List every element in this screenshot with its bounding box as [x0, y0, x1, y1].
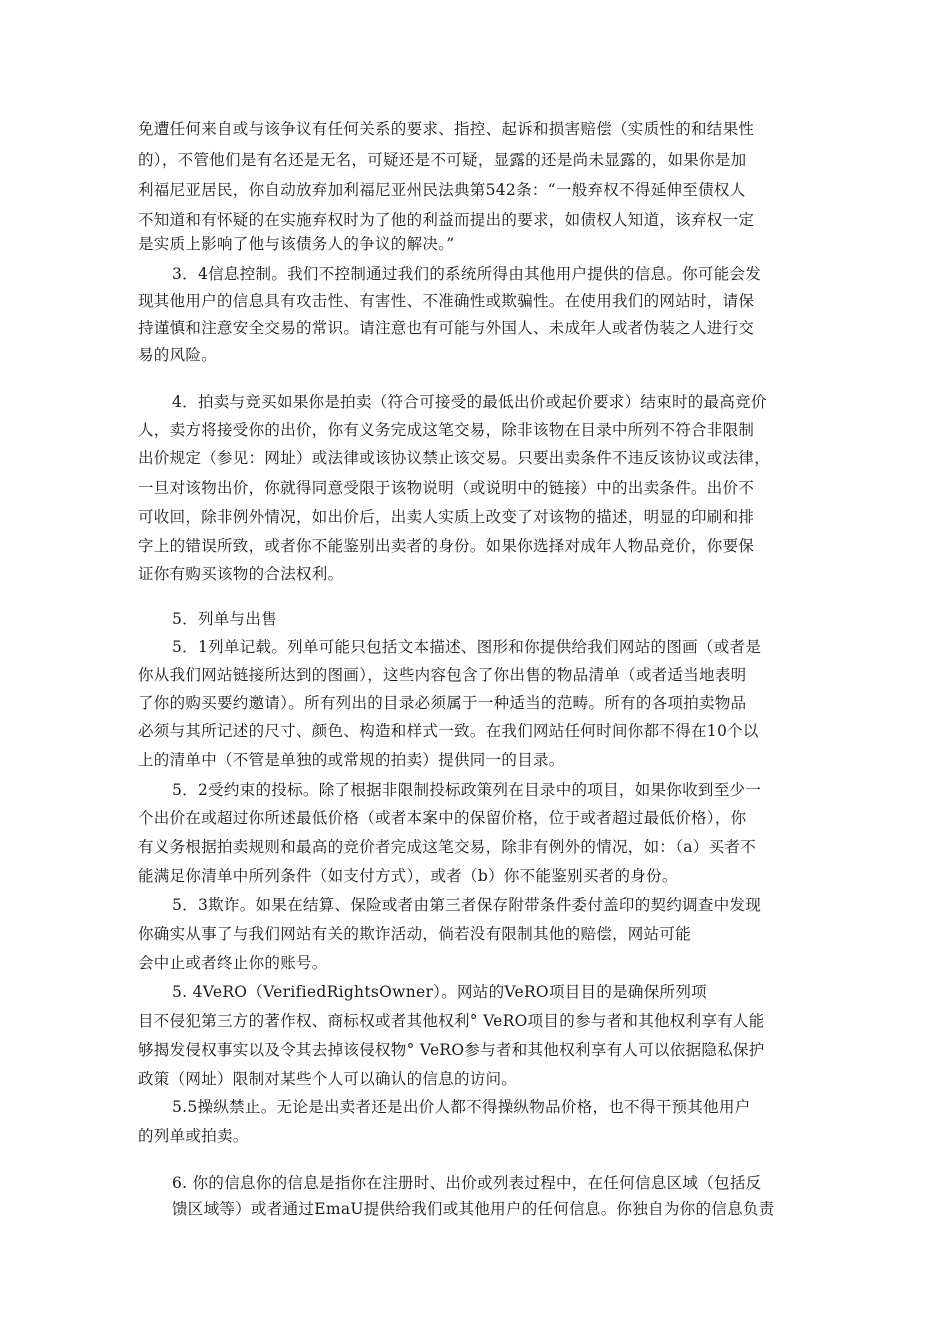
text-line: 你从我们网站链接所达到的图画），这些内容包含了你出售的物品清单（或者适当地表明: [138, 666, 747, 684]
text-line: 一旦对该物出价，你就得同意受限于该物说明（或说明中的链接）中的出卖条件。出价不: [138, 479, 755, 497]
text-line: 你确实从事了与我们网站有关的欺诈活动，倘若没有限制其他的赔偿，网站可能: [138, 925, 692, 943]
text-line: 易的风险。: [138, 346, 218, 364]
text-line: 个出价在或超过你所述最低价格（或者本案中的保留价格，位于或者超过最低价格），你: [138, 809, 747, 827]
text-line: 5．1列单记载。列单可能只包括文本描述、图形和你提供给我们网站的图画（或者是: [172, 638, 762, 656]
section-heading: 5．列单与出售: [172, 610, 277, 628]
text-line: 3．4信息控制。我们不控制通过我们的系统所得由其他用户提供的信息。你可能会发: [172, 265, 762, 283]
text-line: 出价规定（参见：网址）或法律或该协议禁止该交易。只要出卖条件不违反该协议或法律，: [138, 449, 771, 467]
text-line: 有义务根据拍卖规则和最高的竞价者完成这笔交易，除非有例外的情况，如：（a）买者不: [138, 838, 756, 856]
text-line: 上的清单中（不管是单独的或常规的拍卖）提供同一的目录。: [138, 751, 565, 769]
text-line: 的列单或拍卖。: [138, 1127, 249, 1145]
text-line: 政策（网址）限制对某些个人可以确认的信息的访问。: [138, 1070, 518, 1088]
text-line: 5．2受约束的投标。除了根据非限制投标政策列在目录中的项目，如果你收到至少一: [172, 781, 762, 799]
text-line: 能满足你清单中所列条件（如支付方式），或者（b）你不能鉴别买者的身份。: [138, 867, 678, 885]
text-line: 的），不管他们是有名还是无名，可疑还是不可疑，显露的还是尚未显露的，如果你是加: [138, 151, 747, 169]
text-line: 4．拍卖与竞买如果你是拍卖（符合可接受的最低出价或起价要求）结束时的最高竞价: [172, 393, 767, 411]
text-line: 人，卖方将接受你的出价，你有义务完成这笔交易，除非该物在目录中所列不符合非限制: [138, 421, 755, 439]
text-line: 利福尼亚居民，你自动放弃加利福尼亚州民法典第542条：“一般弃权不得延伸至债权人: [138, 181, 746, 199]
text-line: 馈区域等）或者通过EmaU提供给我们或其他用户的任何信息。你独自为你的信息负责: [172, 1200, 775, 1218]
text-line: 是实质上影响了他与该债务人的争议的解决。”: [138, 235, 455, 253]
text-line: 够揭发侵权事实以及令其去掉该侵权物° VeRO参与者和其他权利享有人可以依据隐私保护: [138, 1041, 765, 1059]
text-line: 持谨慎和注意安全交易的常识。请注意也有可能与外国人、未成年人或者伪装之人进行交: [138, 319, 755, 337]
text-line: 6. 你的信息你的信息是指你在注册时、出价或列表过程中，在任何信息区域（包括反: [172, 1174, 762, 1192]
text-line: 5.5操纵禁止。无论是出卖者还是出价人都不得操纵物品价格，也不得干预其他用户: [172, 1098, 751, 1116]
text-line: 会中止或者终止你的账号。: [138, 954, 328, 972]
text-line: 不知道和有怀疑的在实施弃权时为了他的利益而提出的要求，如债权人知道，该弃权一定: [138, 211, 755, 229]
text-line: 字上的错误所致，或者你不能鉴别出卖者的身份。如果你选择对成年人物品竞价，你要保: [138, 537, 755, 555]
text-line: 现其他用户的信息具有攻击性、有害性、不准确性或欺骗性。在使用我们的网站时，请保: [138, 292, 755, 310]
text-line: 必须与其所记述的尺寸、颜色、构造和样式一致。在我们网站任何时间你都不得在10个以: [138, 722, 759, 740]
text-line: 目不侵犯第三方的著作权、商标权或者其他权利° VeRO项目的参与者和其他权利享有人能: [138, 1012, 765, 1030]
text-line: 5. 4VeRO（VerifiedRightsOwner）。网站的VeRO项目目的是确保所列项: [172, 983, 707, 1001]
text-line: 免遭任何来自或与该争议有任何关系的要求、指控、起诉和损害赔偿（实质性的和结果性: [138, 120, 755, 138]
text-line: 可收回，除非例外情况，如出价后，出卖人实质上改变了对该物的描述，明显的印刷和排: [138, 508, 755, 526]
text-line: 了你的购买要约邀请）。所有列出的目录必须属于一种适当的范畴。所有的各项拍卖物品: [138, 694, 747, 712]
text-line: 证你有购买该物的合法权利。: [138, 565, 344, 583]
text-line: 5．3欺诈。如果在结算、保险或者由第三者保存附带条件委付盖印的契约调查中发现: [172, 896, 762, 914]
